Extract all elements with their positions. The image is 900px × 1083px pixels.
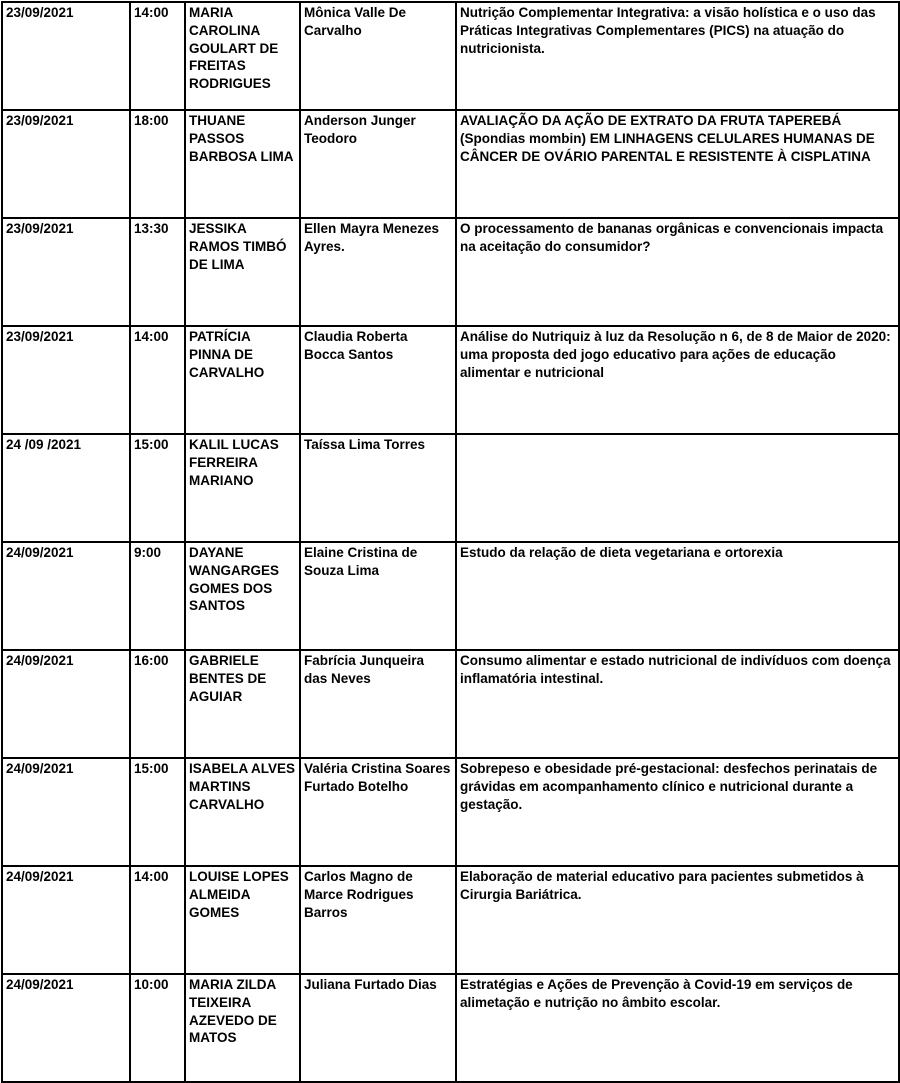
- date-cell: 24/09/2021: [2, 650, 130, 758]
- student-name-cell: PATRÍCIA PINNA DE CARVALHO: [185, 326, 300, 434]
- date-cell: 24/09/2021: [2, 758, 130, 866]
- student-name-cell: GABRIELE BENTES DE AGUIAR: [185, 650, 300, 758]
- time-cell: 9:00: [130, 542, 185, 650]
- student-name-cell: LOUISE LOPES ALMEIDA GOMES: [185, 866, 300, 974]
- student-name-cell: ISABELA ALVES MARTINS CARVALHO: [185, 758, 300, 866]
- work-title-cell: Estratégias e Ações de Prevenção à Covid-19 em serviços de alimetação e nutrição no âmbito escolar.: [456, 974, 899, 1082]
- table-row: [2, 326, 899, 434]
- time-cell: 14:00: [130, 2, 185, 110]
- time-cell: 13:30: [130, 218, 185, 326]
- work-title-cell: Estudo da relação de dieta vegetariana e ortorexia: [456, 542, 899, 650]
- advisor-name-cell: Mônica Valle De Carvalho: [300, 2, 456, 110]
- work-title-cell: AVALIAÇÃO DA AÇÃO DE EXTRATO DA FRUTA TAPEREBÁ (Spondias mombin) EM LINHAGENS CELULARES HUMANAS DE CÂNCER DE OVÁRIO PARENTAL E RESISTENTE À CISPLATINA: [456, 110, 899, 218]
- date-cell: 24/09/2021: [2, 542, 130, 650]
- table-row: [2, 218, 899, 326]
- time-cell: 15:00: [130, 758, 185, 866]
- table-row: [2, 758, 899, 866]
- time-cell: 10:00: [130, 974, 185, 1082]
- student-name-cell: MARIA CAROLINA GOULART DE FREITAS RODRIGUES: [185, 2, 300, 110]
- work-title-cell: Sobrepeso e obesidade pré-gestacional: desfechos perinatais de grávidas em acompanhamento clínico e nutricional durante a gestação.: [456, 758, 899, 866]
- advisor-name-cell: Fabrícia Junqueira das Neves: [300, 650, 456, 758]
- advisor-name-cell: Ellen Mayra Menezes Ayres.: [300, 218, 456, 326]
- work-title-cell: Análise do Nutriquiz à luz da Resolução n 6, de 8 de Maior de 2020: uma proposta ded jogo educativo para ações de educação alimentar e nutricional: [456, 326, 899, 434]
- date-cell: 24 /09 /2021: [2, 434, 130, 542]
- date-cell: 23/09/2021: [2, 110, 130, 218]
- date-cell: 23/09/2021: [2, 2, 130, 110]
- date-cell: 24/09/2021: [2, 866, 130, 974]
- time-cell: 14:00: [130, 326, 185, 434]
- date-cell: 23/09/2021: [2, 326, 130, 434]
- table-row: [2, 434, 899, 542]
- table-row: [2, 866, 899, 974]
- work-title-cell: Consumo alimentar e estado nutricional de indivíduos com doença inflamatória intestinal.: [456, 650, 899, 758]
- date-cell: 24/09/2021: [2, 974, 130, 1082]
- work-title-cell: Nutrição Complementar Integrativa: a visão holística e o uso das Práticas Integrativas Complementares (PICS) na atuação do nutricionista.: [456, 2, 899, 110]
- student-name-cell: MARIA ZILDA TEIXEIRA AZEVEDO DE MATOS: [185, 974, 300, 1082]
- student-name-cell: KALIL LUCAS FERREIRA MARIANO: [185, 434, 300, 542]
- table-row: [2, 542, 899, 650]
- student-name-cell: JESSIKA RAMOS TIMBÓ DE LIMA: [185, 218, 300, 326]
- work-title-cell: O processamento de bananas orgânicas e convencionais impacta na aceitação do consumidor?: [456, 218, 899, 326]
- work-title-cell: Elaboração de material educativo para pacientes submetidos à Cirurgia Bariátrica.: [456, 866, 899, 974]
- table-row: [2, 650, 899, 758]
- table-row: [2, 2, 899, 110]
- advisor-name-cell: Carlos Magno de Marce Rodrigues Barros: [300, 866, 456, 974]
- advisor-name-cell: Juliana Furtado Dias: [300, 974, 456, 1082]
- schedule-table-body: [2, 2, 899, 1082]
- time-cell: 16:00: [130, 650, 185, 758]
- work-title-cell: [456, 434, 899, 542]
- advisor-name-cell: Elaine Cristina de Souza Lima: [300, 542, 456, 650]
- advisor-name-cell: Anderson Junger Teodoro: [300, 110, 456, 218]
- student-name-cell: DAYANE WANGARGES GOMES DOS SANTOS: [185, 542, 300, 650]
- date-cell: 23/09/2021: [2, 218, 130, 326]
- time-cell: 15:00: [130, 434, 185, 542]
- table-row: [2, 110, 899, 218]
- advisor-name-cell: Valéria Cristina Soares Furtado Botelho: [300, 758, 456, 866]
- advisor-name-cell: Taíssa Lima Torres: [300, 434, 456, 542]
- defense-schedule-table: [1, 1, 900, 1083]
- time-cell: 14:00: [130, 866, 185, 974]
- advisor-name-cell: Claudia Roberta Bocca Santos: [300, 326, 456, 434]
- time-cell: 18:00: [130, 110, 185, 218]
- student-name-cell: THUANE PASSOS BARBOSA LIMA: [185, 110, 300, 218]
- table-row: [2, 974, 899, 1082]
